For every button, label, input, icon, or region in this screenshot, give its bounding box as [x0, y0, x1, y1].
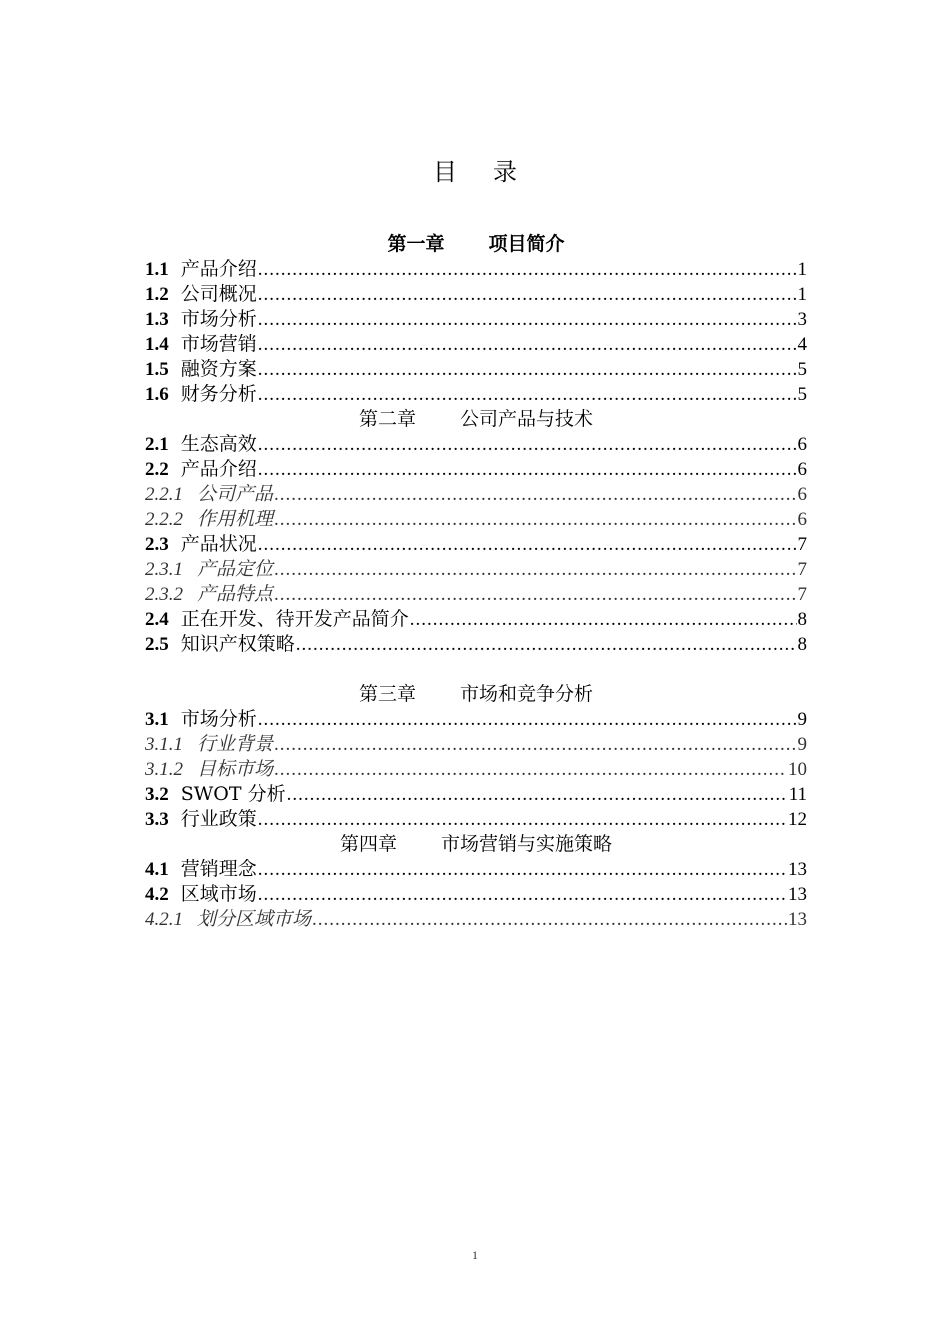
dot-leader	[274, 582, 796, 607]
chapter-title: 公司产品与技术	[460, 408, 594, 430]
toc-entry[interactable]	[145, 382, 807, 407]
dot-leader	[274, 732, 796, 757]
entry-number: 4.2	[145, 884, 169, 905]
entry-label: 营销理念	[180, 858, 257, 880]
entry-page: 8	[797, 609, 807, 630]
entry-label: 正在开发、待开发产品简介	[180, 608, 409, 630]
entry-label: 财务分析	[180, 383, 257, 405]
dot-leader	[258, 332, 797, 357]
dot-leader	[258, 432, 797, 457]
entry-number: 1.1	[145, 259, 169, 280]
toc-entry[interactable]	[145, 357, 807, 382]
toc-subentry[interactable]	[145, 907, 807, 932]
toc-subentry[interactable]	[145, 732, 807, 757]
entry-label: 公司概况	[180, 283, 257, 305]
entry-page: 9	[797, 734, 807, 755]
entry-label: 知识产权策略	[180, 633, 295, 655]
entry-label: 产品介绍	[180, 458, 257, 480]
entry-label: 划分区域市场	[197, 908, 312, 930]
entry-page: 4	[797, 334, 807, 355]
dot-leader	[258, 282, 797, 307]
entry-label: 融资方案	[180, 358, 257, 380]
dot-leader	[258, 532, 797, 557]
toc-entry[interactable]	[145, 282, 807, 307]
entry-label: 市场分析	[180, 308, 257, 330]
entry-page: 5	[797, 359, 807, 380]
entry-page: 6	[797, 434, 807, 455]
entry-page: 6	[797, 484, 807, 505]
entry-label: 目标市场	[197, 758, 274, 780]
toc-entry[interactable]	[145, 882, 807, 907]
chapter-title: 市场营销与实施策略	[441, 833, 613, 855]
dot-leader	[274, 557, 796, 582]
entry-number: 3.1	[145, 709, 169, 730]
toc-entry[interactable]	[145, 707, 807, 732]
entry-number: 3.1.2	[145, 759, 183, 780]
toc-subentry[interactable]	[145, 507, 807, 532]
toc-title-char-2: 录	[493, 158, 517, 186]
dot-leader	[287, 782, 788, 807]
toc-entry[interactable]	[145, 782, 807, 807]
toc-entry[interactable]	[145, 857, 807, 882]
entry-page: 13	[788, 909, 807, 930]
toc-entry[interactable]	[145, 257, 807, 282]
entry-number: 2.5	[145, 634, 169, 655]
entry-number: 1.3	[145, 309, 169, 330]
dot-leader	[410, 607, 797, 632]
entry-page: 11	[788, 784, 807, 805]
toc-subentry[interactable]	[145, 557, 807, 582]
entry-page: 1	[797, 284, 807, 305]
entry-number: 2.4	[145, 609, 169, 630]
dot-leader	[258, 807, 787, 832]
entry-number: 2.3.2	[145, 584, 183, 605]
entry-number: 3.3	[145, 809, 169, 830]
chapter-number: 第一章	[387, 233, 445, 255]
entry-label: 生态高效	[180, 433, 257, 455]
page-number: 1	[472, 1248, 478, 1262]
toc-entry[interactable]	[145, 607, 807, 632]
entry-label: 作用机理	[197, 508, 274, 530]
toc-entry[interactable]	[145, 532, 807, 557]
toc-title	[0, 156, 950, 188]
entry-number: 1.5	[145, 359, 169, 380]
entry-number: 3.2	[145, 784, 169, 805]
chapter-heading	[145, 407, 807, 432]
entry-page: 6	[797, 459, 807, 480]
entry-page: 6	[797, 509, 807, 530]
entry-label: SWOT 分析	[180, 783, 286, 805]
entry-number: 4.2.1	[145, 909, 183, 930]
entry-number: 2.3	[145, 534, 169, 555]
chapter-heading	[145, 682, 807, 707]
entry-number: 2.2.2	[145, 509, 183, 530]
entry-page: 12	[788, 809, 807, 830]
entry-label: 市场分析	[180, 708, 257, 730]
entry-label: 行业政策	[180, 808, 257, 830]
entry-page: 9	[797, 709, 807, 730]
entry-page: 7	[797, 534, 807, 555]
entry-number: 2.3.1	[145, 559, 183, 580]
dot-leader	[258, 307, 797, 332]
toc-subentry[interactable]	[145, 757, 807, 782]
entry-label: 行业背景	[197, 733, 274, 755]
entry-number: 1.2	[145, 284, 169, 305]
entry-label: 产品定位	[197, 558, 274, 580]
dot-leader	[258, 382, 797, 407]
entry-number: 3.1.1	[145, 734, 183, 755]
dot-leader	[274, 507, 796, 532]
toc-entry[interactable]	[145, 632, 807, 657]
dot-leader	[258, 857, 787, 882]
chapter-heading	[145, 832, 807, 857]
table-of-contents	[145, 232, 807, 932]
entry-label: 公司产品	[197, 483, 274, 505]
chapter-heading	[145, 232, 807, 257]
toc-subentry[interactable]	[145, 482, 807, 507]
blank-line	[145, 657, 807, 682]
dot-leader	[258, 882, 787, 907]
entry-page: 8	[797, 634, 807, 655]
toc-entry[interactable]	[145, 332, 807, 357]
entry-page: 7	[797, 559, 807, 580]
entry-label: 产品特点	[197, 583, 274, 605]
entry-label: 市场营销	[180, 333, 257, 355]
entry-page: 13	[788, 884, 807, 905]
entry-number: 1.6	[145, 384, 169, 405]
toc-subentry[interactable]	[145, 582, 807, 607]
dot-leader	[312, 907, 787, 932]
dot-leader	[258, 357, 797, 382]
entry-number: 2.1	[145, 434, 169, 455]
toc-title-char-1: 目	[433, 158, 457, 186]
entry-number: 2.2	[145, 459, 169, 480]
dot-leader	[296, 632, 797, 657]
entry-page: 3	[797, 309, 807, 330]
dot-leader	[258, 457, 797, 482]
entry-label: 区域市场	[180, 883, 257, 905]
chapter-number: 第四章	[339, 833, 397, 855]
entry-page: 13	[788, 859, 807, 880]
toc-entry[interactable]	[145, 307, 807, 332]
entry-page: 10	[788, 759, 807, 780]
toc-entry[interactable]	[145, 457, 807, 482]
entry-page: 1	[797, 259, 807, 280]
entry-number: 2.2.1	[145, 484, 183, 505]
toc-entry[interactable]	[145, 807, 807, 832]
entry-label: 产品状况	[180, 533, 257, 555]
entry-page: 7	[797, 584, 807, 605]
entry-number: 4.1	[145, 859, 169, 880]
dot-leader	[258, 257, 797, 282]
toc-entry[interactable]	[145, 432, 807, 457]
dot-leader	[258, 707, 797, 732]
chapter-title: 项目简介	[488, 233, 565, 255]
entry-page: 5	[797, 384, 807, 405]
entry-label: 产品介绍	[180, 258, 257, 280]
dot-leader	[274, 757, 787, 782]
chapter-number: 第二章	[358, 408, 416, 430]
chapter-title: 市场和竞争分析	[460, 683, 594, 705]
chapter-number: 第三章	[358, 683, 416, 705]
dot-leader	[274, 482, 796, 507]
entry-number: 1.4	[145, 334, 169, 355]
